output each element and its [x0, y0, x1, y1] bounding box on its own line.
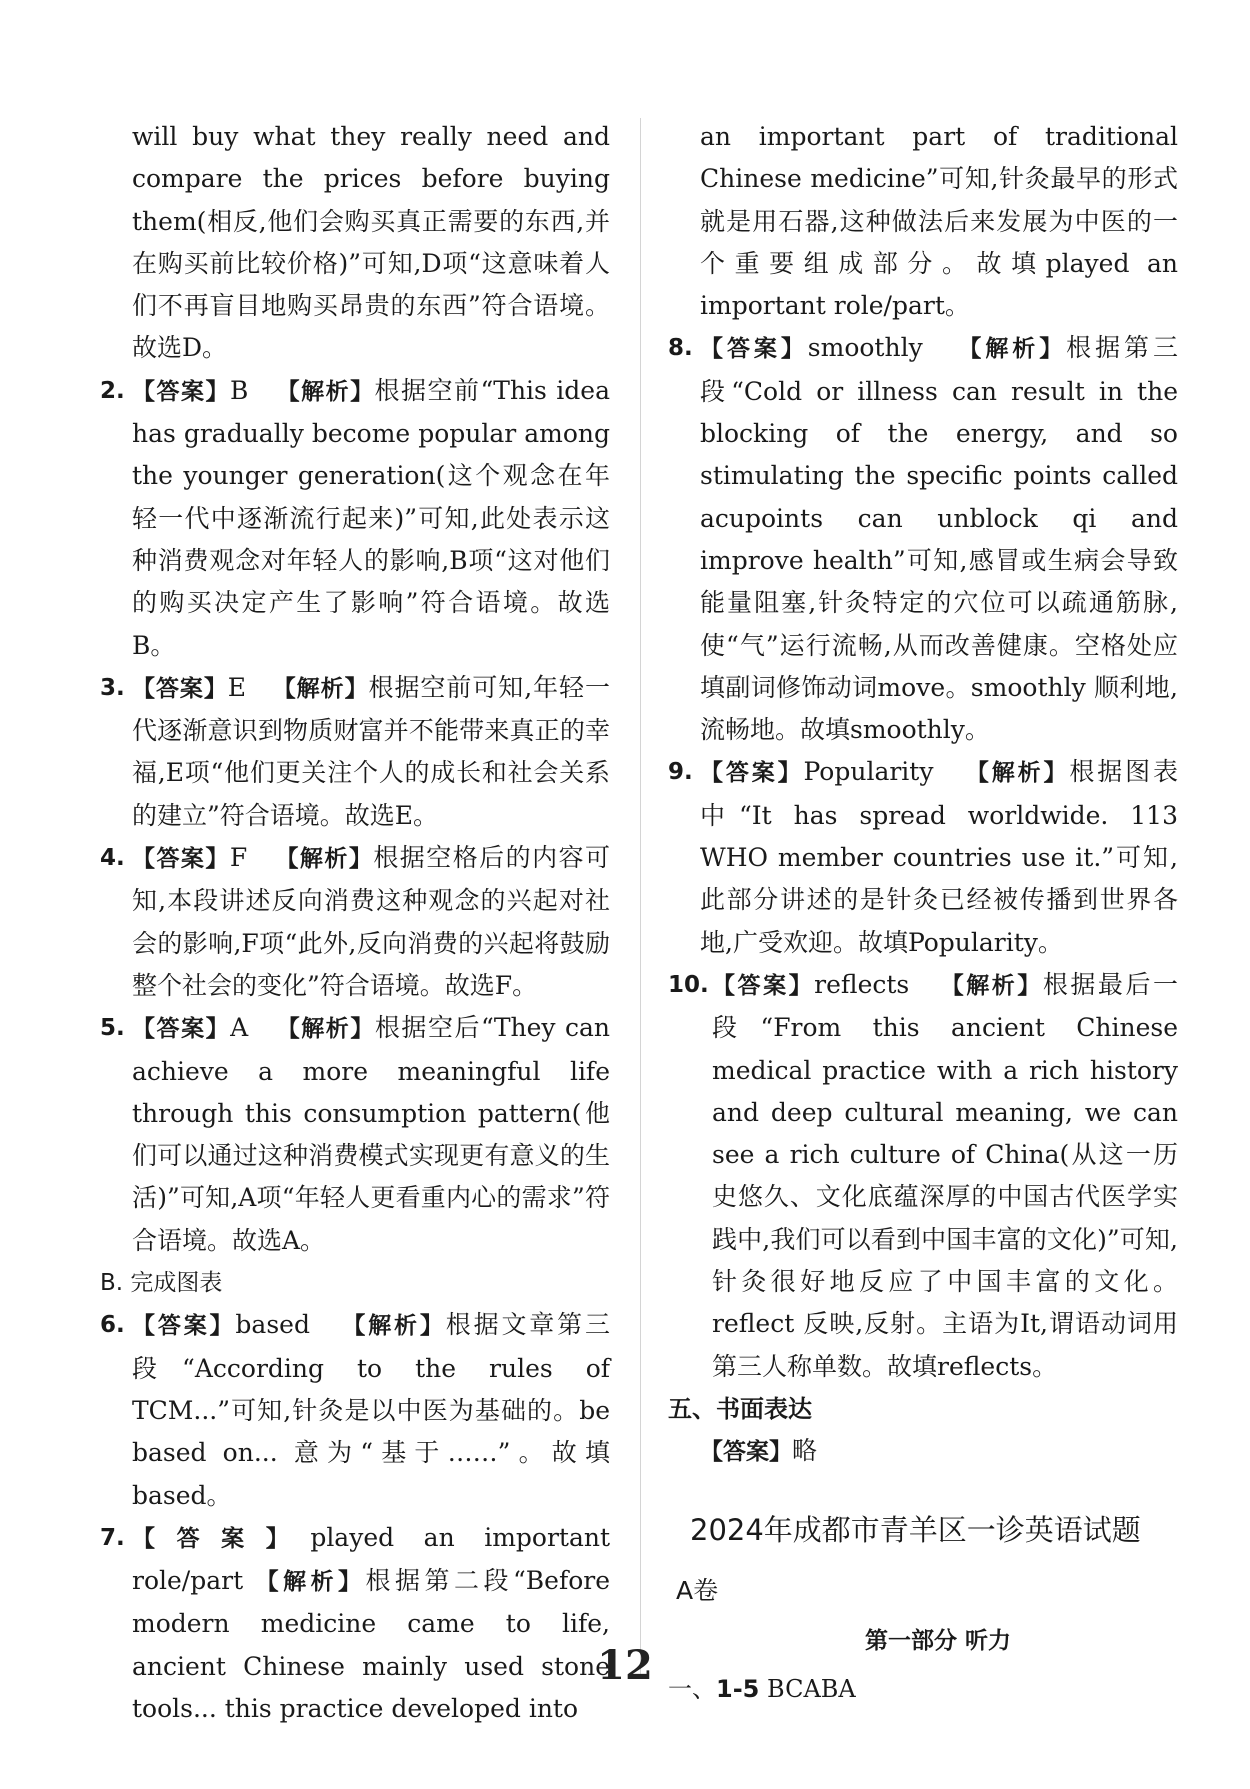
- answer-tag: 【答案】: [700, 1439, 792, 1466]
- item-1-continuation: will buy what they really need and compare the prices before buying them(相反,他们会购买真正需要的东西,并在购买前比较价格)”可知,D项“这意味着人们不再盲目地购买昂贵的东西”符合语境。故选D。: [132, 122, 610, 363]
- answer-item-8: [668, 327, 1178, 751]
- section-five-heading: 五、书面表达: [668, 1394, 812, 1423]
- analysis-tag: 【解析】: [342, 1313, 446, 1340]
- analysis-tag: 【解析】: [275, 846, 374, 873]
- right-column: [668, 116, 1178, 1710]
- answer-item-3: [100, 667, 610, 837]
- answer-value: Popularity: [803, 757, 934, 787]
- answer-value: A: [230, 1013, 249, 1043]
- answer-item-7: [100, 1517, 610, 1730]
- answer-item-5: [100, 1007, 610, 1262]
- item-number: 6.: [100, 1312, 125, 1339]
- item-number: 7.: [100, 1524, 125, 1551]
- analysis-tag: 【解析】: [958, 336, 1067, 363]
- analysis-text: 根据最后一段“From this ancient Chinese medical practice with a rich history and deep cultural meaning, we can see a rich culture of China(从这一历史悠久、文化底蕴深厚的中国古代医学实践中,我们可以看到中国丰富的文化)”可知,针灸很好地反应了中国丰富的文化。reflect 反映,反射。主语为It,谓语动词用第三人称单数。故填reflects。: [712, 969, 1179, 1381]
- section-five-answer: [668, 1430, 1178, 1473]
- item-7-continuation: an important part of traditional Chinese medicine”可知,针灸最早的形式就是用石器,这种做法后来发展为中医的一个重要组成部分。故填played an important role/part。: [700, 122, 1178, 321]
- listening-answers: BCABA: [767, 1675, 856, 1704]
- part-title: 第一部分 听力: [864, 1627, 1011, 1654]
- answer-item-6: [100, 1304, 610, 1516]
- analysis-text: 根据文章第三段“According to the rules of TCM...”可知,针灸是以中医为基础的。be based on... 意为“基于……”。故填based。: [132, 1310, 610, 1510]
- answer-value: reflects: [814, 969, 910, 999]
- analysis-tag: 【解析】: [965, 760, 1070, 787]
- analysis-tag: 【解析】: [276, 1016, 375, 1043]
- answer-tag: 【答案】: [132, 846, 230, 873]
- section-b-heading: B. 完成图表: [100, 1270, 223, 1297]
- analysis-tag: 【解析】: [276, 378, 375, 405]
- analysis-tag: 【解析】: [940, 972, 1043, 999]
- answer-item-9: [668, 751, 1178, 963]
- volume-label: A卷: [676, 1575, 719, 1605]
- answer-item-4: [100, 837, 610, 1007]
- answer-tag: 【答案】: [700, 336, 808, 363]
- answer-item-2: [100, 370, 610, 667]
- answer-tag: 【答案】: [700, 760, 804, 787]
- item-number: 9.: [668, 759, 693, 786]
- answer-tag: 【答案】: [132, 675, 228, 702]
- analysis-tag: 【解析】: [255, 1569, 366, 1596]
- item-number: 3.: [100, 674, 125, 701]
- item-number: 10.: [668, 971, 709, 998]
- answer-value: B: [229, 375, 249, 405]
- analysis-text: 根据空格后的内容可知,本段讲述反向消费这种观念的兴起对社会的影响,F项“此外,反向消费的兴起将鼓励整个社会的变化”符合语境。故选F。: [132, 843, 611, 1000]
- answer-tag: 【答案】: [132, 378, 230, 405]
- listening-prefix: 一、: [668, 1675, 716, 1704]
- answer-tag: 【答案】: [132, 1016, 231, 1043]
- listening-range: 1-5: [716, 1675, 760, 1704]
- analysis-tag: 【解析】: [272, 675, 369, 702]
- answer-tag: 【答案】: [132, 1313, 236, 1340]
- item-number: 5.: [100, 1015, 125, 1042]
- item-number: 4.: [100, 845, 125, 872]
- analysis-text: 根据图表中“It has spread worldwide. 113 WHO member countries use it.”可知,此部分讲述的是针灸已经被传播到世界各地,广受欢迎。故填Popularity。: [700, 757, 1179, 957]
- exam-title: 2024年成都市青羊区一诊英语试题: [690, 1512, 1141, 1547]
- page-number: 12: [597, 1642, 653, 1689]
- analysis-text: 根据空后“They can achieve a more meaningful life through this consumption pattern(他们可以通过这种消费模式实现更有意义的生活)”可知,A项“年轻人更看重内心的需求”符合语境。故选A。: [132, 1013, 611, 1255]
- answer-value: 略: [792, 1436, 818, 1466]
- analysis-text: 根据空前可知,年轻一代逐渐意识到物质财富并不能带来真正的幸福,E项“他们更关注个人的成长和社会关系的建立”符合语境。故选E。: [132, 672, 611, 830]
- analysis-text: 根据第二段“Before modern medicine came to life, ancient Chinese mainly used stone tools... this practice developed into: [132, 1566, 611, 1723]
- answer-value: smoothly: [807, 333, 923, 363]
- analysis-text: 根据空前“This idea has gradually become popular among the younger generation(这个观念在年轻一代中逐渐流行起来)”可知,此处表示这种消费观念对年轻人的影响,B项“这对他们的购买决定产生了影响”符合语境。故选B。: [132, 375, 610, 660]
- answer-tag: 【答案】: [712, 972, 815, 999]
- left-column: [100, 116, 610, 1730]
- item-number: 8.: [668, 335, 693, 362]
- answer-value: based: [235, 1310, 310, 1340]
- answer-item-10: [668, 964, 1178, 1388]
- answer-value: played an important role/part: [132, 1522, 610, 1596]
- answer-tag: 【答案】: [132, 1525, 311, 1552]
- column-divider: [640, 118, 641, 1678]
- answer-value: E: [227, 672, 247, 702]
- answer-value: F: [229, 843, 248, 873]
- item-number: 2.: [100, 377, 125, 404]
- analysis-text: 根据第三段“Cold or illness can result in the blocking of the energy, and so stimulating the specific points called acupoints can unblock qi and improve health”可知,感冒或生病会导致能量阻塞,针灸特定的穴位可以疏通筋脉,使“气”运行流畅,从而改善健康。空格处应填副词修饰动词move。smoothly 顺利地,流畅地。故填smoothly。: [700, 333, 1178, 745]
